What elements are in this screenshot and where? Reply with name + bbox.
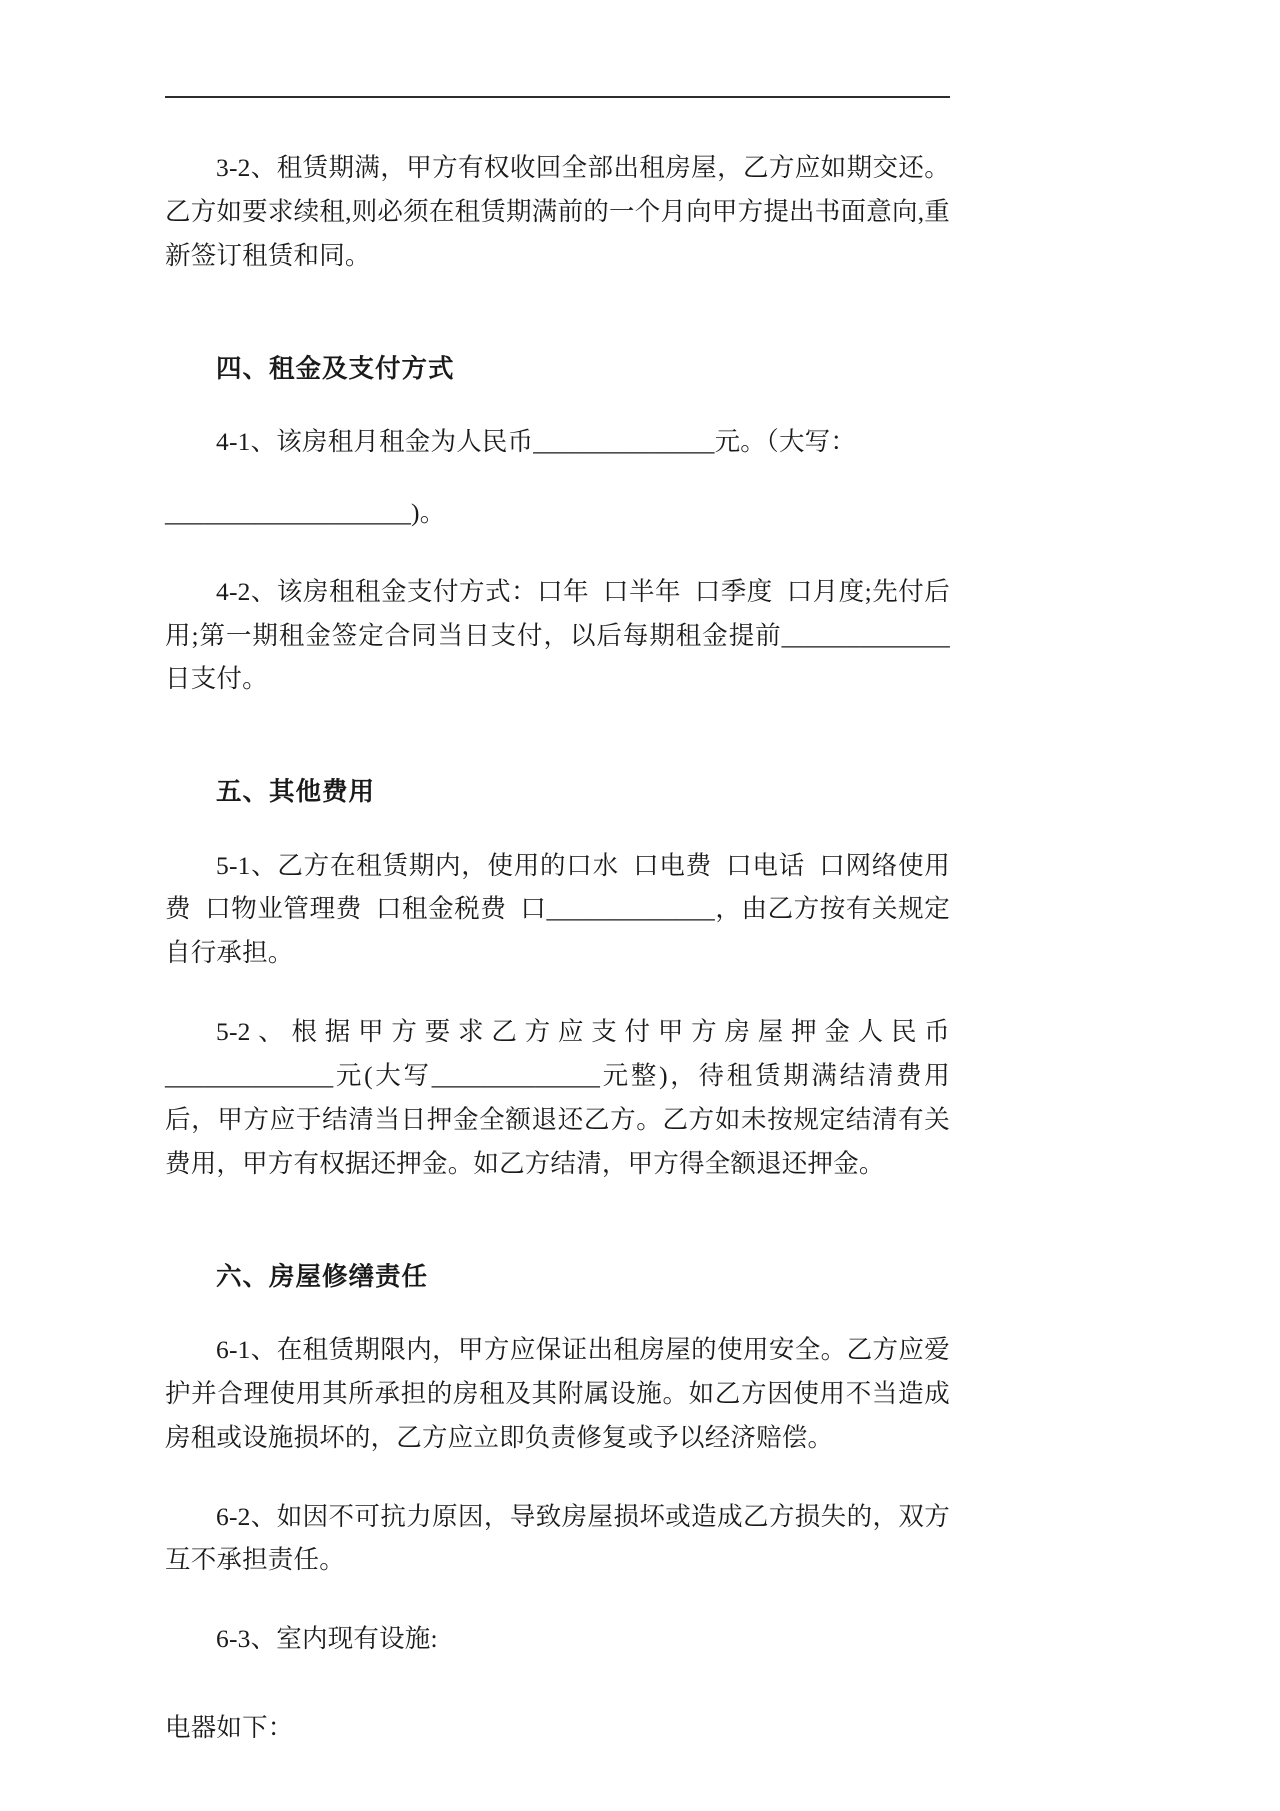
page-content [165,96,950,1777]
spacer [165,1487,950,1495]
clause-4-2: 4-2、该房租租金支付方式：口年 口半年 口季度 口月度;先付后用;第一期租金签定合同当日支付，以后每期租金提前_____________日支付。 [165,576,950,694]
spacer [165,728,950,736]
clause-4-1-continuation: ___________________)。 [165,497,446,527]
appliance-list-label: 电器如下： [165,1713,294,1743]
section-heading-five: 五、其他费用 [216,777,376,807]
clause-6-2: 6-2、如因不可抗力原因，导致房屋损坏或造成乙方损失的，双方互不承担责任。 [165,1501,950,1575]
section-heading-six: 六、房屋修缮责任 [216,1261,429,1291]
clause-3-2: 3-2、租赁期满，甲方有权收回全部出租房屋，乙方应如期交还。乙方如要求续租,则必须在租赁期满前的一个月向甲方提出书面意向,重新签订租赁和同。 [165,153,950,270]
section-heading-four: 四、租金及支付方式 [216,353,455,383]
spacer [165,1609,950,1617]
spacer [165,1688,950,1706]
clause-6-1: 6-1、在租赁期限内，甲方应保证出租房屋的使用安全。乙方应爱护并合理使用其所承担的房租及其附属设施。如乙方因使用不当造成房租或设施损坏的，乙方应立即负责修复或予以经济赔偿。 [165,1334,950,1452]
spacer [165,1002,950,1010]
clause-5-2: 5-2、根据甲方要求乙方应支付甲方房屋押金人民币_____________元(大写_____________元整)，待租赁期满结清费用后，甲方应于结清当日押金全额退还乙方。乙方如未按规定结清有关费用，甲方有权据还押金。如乙方结清，甲方得全额退还押金。 [165,1017,950,1178]
clause-4-1: 4-1、该房租月租金为人民币______________元。（大写： [216,426,857,456]
spacer [165,305,950,313]
header-divider [165,96,950,98]
clause-6-3: 6-3、室内现有设施: [216,1624,438,1654]
clause-5-1: 5-1、乙方在租赁期内，使用的口水 口电费 口电话 口网络使用费 口物业管理费 口租金税费 口_____________，由乙方按有关规定自行承担。 [165,850,950,968]
spacer [165,1213,950,1221]
spacer [165,562,950,570]
